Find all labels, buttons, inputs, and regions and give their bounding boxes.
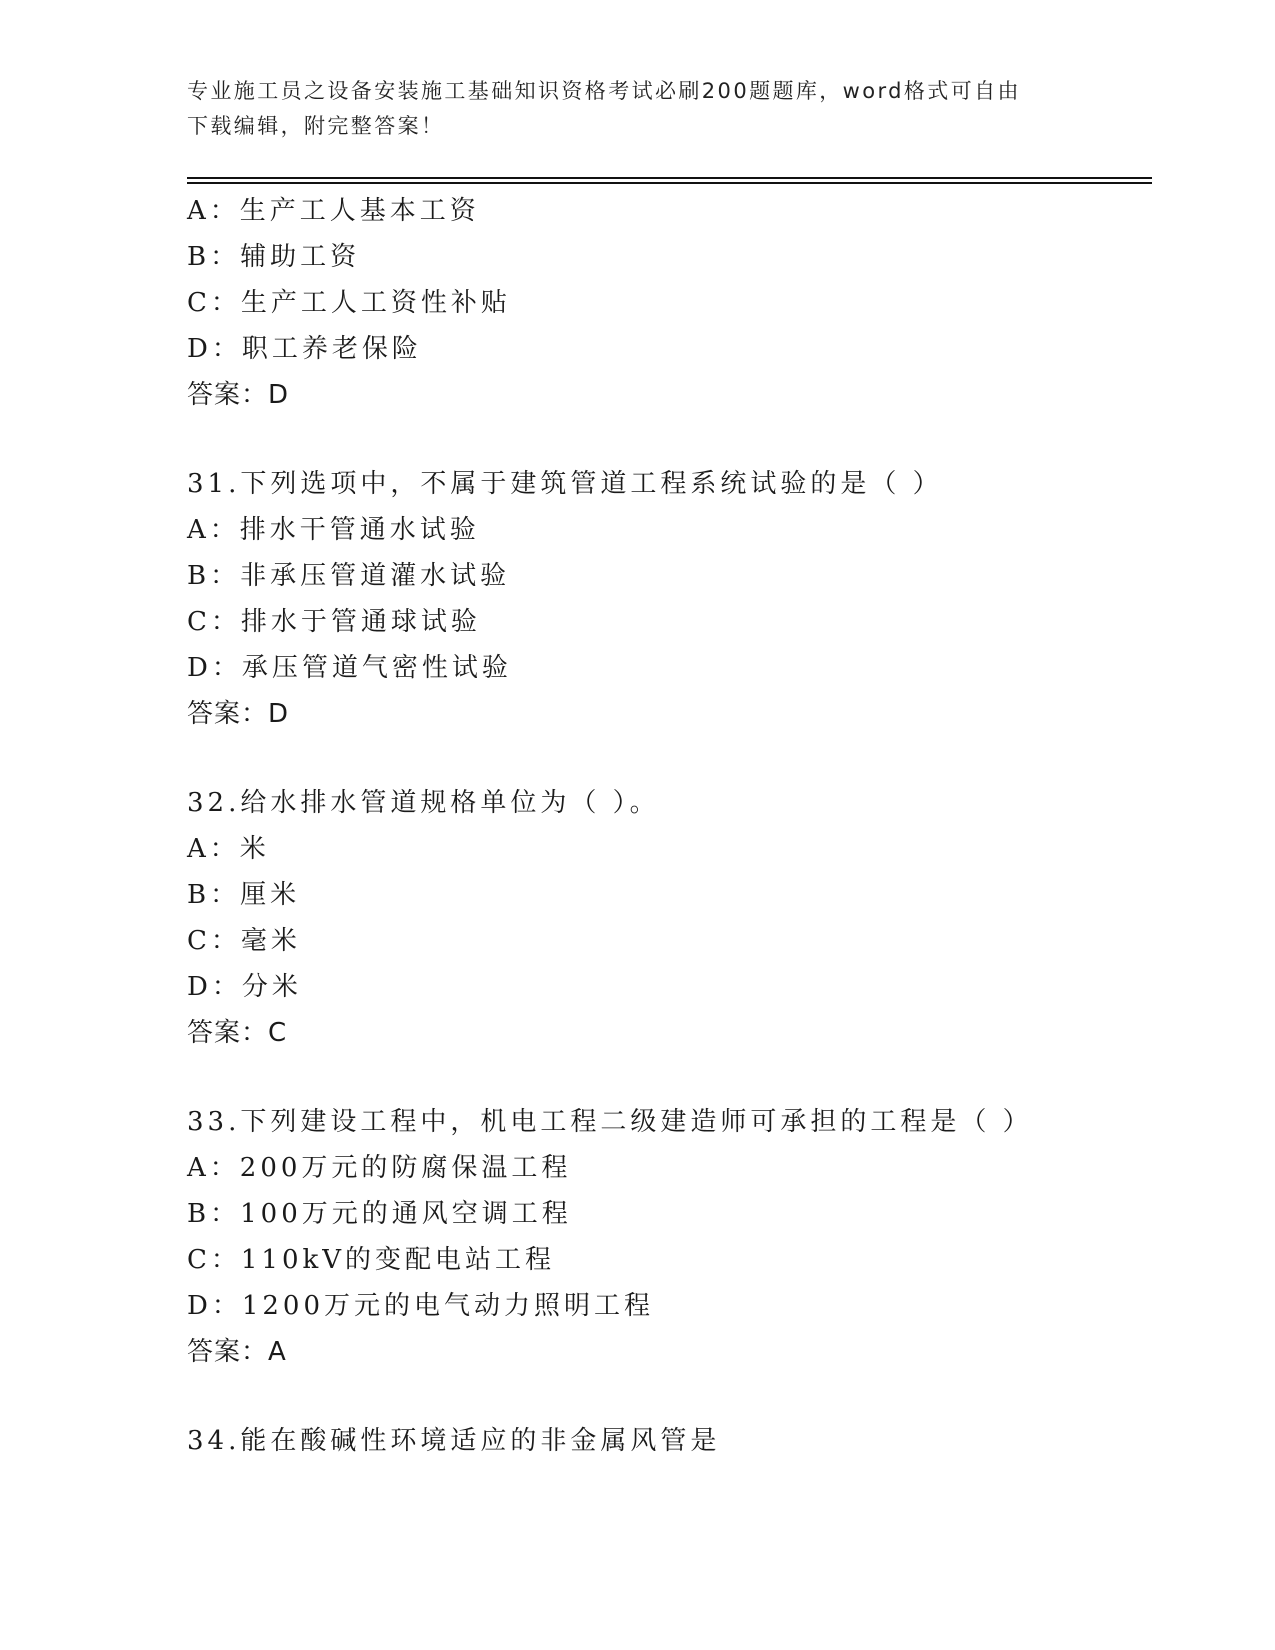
question-stem: 33.下列建设工程中，机电工程二级建造师可承担的工程是（ ） [187, 1107, 1033, 1137]
question-block-34 [187, 1418, 1152, 1464]
spacer [187, 737, 1152, 780]
option-a: A：生产工人基本工资 [187, 196, 480, 226]
question-stem: 31.下列选项中，不属于建筑管道工程系统试验的是（ ） [187, 469, 943, 499]
question-stem: 32.给水排水管道规格单位为（ ）。 [187, 788, 660, 818]
question-stem: 34.能在酸碱性环境适应的非金属风管是 [187, 1426, 721, 1456]
answer-line: 答案：A [187, 1337, 287, 1367]
question-block-31 [187, 461, 1152, 737]
option-b: B：非承压管道灌水试验 [187, 561, 511, 591]
header-line-1: 专业施工员之设备安装施工基础知识资格考试必刷200题题库，word格式可自由 [187, 79, 1021, 103]
header-divider-bottom [187, 182, 1152, 184]
spacer [187, 1375, 1152, 1418]
option-d: D：承压管道气密性试验 [187, 653, 512, 683]
option-d: D：职工养老保险 [187, 334, 422, 364]
option-d: D：分米 [187, 972, 302, 1002]
question-block-33 [187, 1099, 1152, 1375]
option-b: B：辅助工资 [187, 242, 361, 272]
question-list [187, 188, 1152, 1464]
option-c: C：110kV的变配电站工程 [187, 1245, 556, 1275]
question-block-32 [187, 780, 1152, 1056]
option-a: A：200万元的防腐保温工程 [187, 1153, 572, 1183]
option-d: D：1200万元的电气动力照明工程 [187, 1291, 655, 1321]
answer-line: 答案：D [187, 380, 290, 410]
option-a: A：排水干管通水试验 [187, 515, 480, 545]
option-b: B：厘米 [187, 880, 301, 910]
option-b: B：100万元的通风空调工程 [187, 1199, 572, 1229]
document-header [187, 74, 1067, 144]
option-c: C：生产工人工资性补贴 [187, 288, 511, 318]
question-block-continued [187, 188, 1152, 418]
option-c: C：排水于管通球试验 [187, 607, 481, 637]
spacer [187, 418, 1152, 461]
answer-line: 答案：D [187, 699, 290, 729]
header-divider-top [187, 177, 1152, 179]
option-c: C：毫米 [187, 926, 301, 956]
answer-line: 答案：C [187, 1018, 288, 1048]
option-a: A：米 [187, 834, 270, 864]
header-line-2: 下载编辑，附完整答案！ [187, 114, 445, 138]
spacer [187, 1056, 1152, 1099]
